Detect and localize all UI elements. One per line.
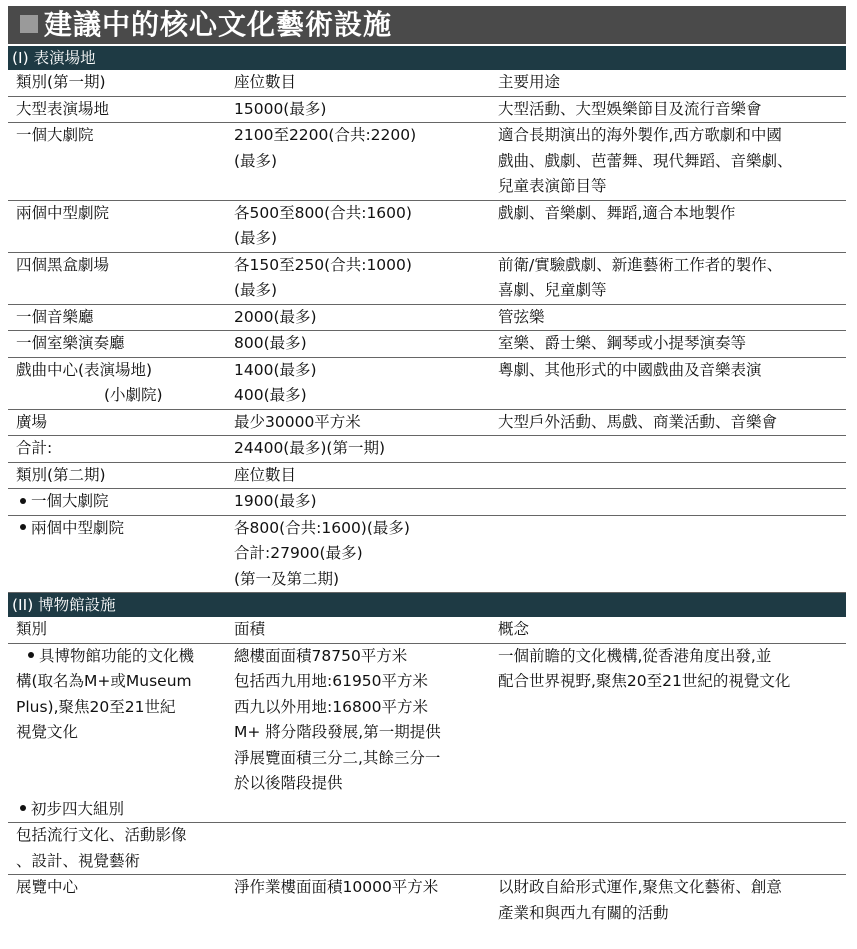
cell-category [8,357,226,409]
facilities-table [8,46,846,926]
cell-usage [490,123,846,201]
cell-category [8,515,226,593]
bullet-icon [20,805,26,811]
cell-line: 西九以外用地:16800平方米 [234,697,429,716]
cell-seats [226,252,490,304]
table-row [8,643,846,797]
cell-usage [490,252,846,304]
cell-category: 四個黑盒劇場 [8,252,226,304]
cell-seats [226,357,490,409]
cell-text: 具博物館功能的文化機 [39,646,195,665]
cell-line: 淨展覽面積三分二,其餘三分一 [234,748,441,767]
cell-line: (最多) [234,281,278,299]
cell-empty [490,489,846,516]
header-usage: 主要用途 [490,70,846,96]
title-square-icon [20,15,38,33]
cell-text: 初步四大組別 [31,799,125,818]
table-row [8,304,846,331]
cell-line: 各800(合共:1600)(最多) [234,518,410,537]
cell-usage: 室樂、爵士樂、鋼琴或小提琴演奏等 [490,331,846,358]
cell-line: 產業和與西九有關的活動 [498,903,669,922]
table-row [8,823,846,875]
cell-empty [226,823,490,875]
title-bar [8,6,846,44]
cell-line: 前衛/實驗戲劇、新進藝術工作者的製作、 [498,255,783,274]
cell-line: 適合長期演出的海外製作,西方歌劇和中國 [498,126,782,144]
cell-category [8,823,226,875]
section-header-museum: (II) 博物館設施 [8,593,846,618]
cell-usage: 管弦樂 [490,304,846,331]
header-concept: 概念 [490,617,846,643]
cell-area [226,643,490,797]
table-row [8,200,846,252]
cell-seats [226,123,490,201]
cell-empty [490,515,846,593]
bullet-icon [20,498,26,504]
cell-line: 戲曲中心(表演場地) [16,360,153,379]
bullet-icon [20,524,26,530]
cell-category: 兩個中型劇院 [8,200,226,252]
cell-category: 展覽中心 [16,878,79,896]
page-title: 建議中的核心文化藝術設施 [44,8,393,41]
cell-text: 兩個中型劇院 [31,518,125,537]
cell-usage: 大型活動、大型娛樂節目及流行音樂會 [490,96,846,123]
cell-line: 合計:27900(最多) [234,544,363,562]
cell-line: 戲曲、戲劇、芭蕾舞、現代舞蹈、音樂劇、 [498,151,793,170]
cell-line: 一個大劇院 [16,126,94,144]
cell-category: 廣場 [8,409,226,436]
table-row [8,875,846,927]
cell-line: (小劇院) [104,386,163,404]
cell-empty [490,797,846,823]
cell-seats: 2000(最多) [226,304,490,331]
cell-category: 一個室樂演奏廳 [8,331,226,358]
table-row [8,252,846,304]
total-label: 合計: [8,436,226,463]
cell-line: (最多) [234,229,278,247]
table-header-row [8,617,846,643]
cell-line: 總樓面面積78750平方米 [234,646,408,665]
cell-usage: 戲劇、音樂劇、舞蹈,適合本地製作 [490,200,846,252]
table-row [8,96,846,123]
table-row [8,409,846,436]
cell-text: 一個大劇院 [31,492,109,510]
cell-line: 視覺文化 [16,723,79,741]
total-value: 24400(最多)(第一期) [226,436,490,463]
cell-seats: 800(最多) [226,331,490,358]
cell-seats [226,515,490,593]
cell-seats [226,200,490,252]
header-seats-phase2: 座位數目 [226,462,490,489]
cell-empty [490,823,846,875]
cell-seats: 1900(最多) [226,489,490,516]
cell-line: 以財政自給形式運作,聚焦文化藝術、創意 [498,878,782,896]
cell-empty [490,462,846,489]
table-row [8,797,846,823]
table-row [8,489,846,516]
cell-line: 構(取名為M+或Museum [16,672,192,690]
cell-seats: 15000(最多) [226,96,490,123]
bullet-icon [28,652,34,658]
table-row [8,123,846,201]
table-row [8,331,846,358]
table-row [8,515,846,593]
cell-line: 1400(最多) [234,360,317,379]
cell-empty [226,797,490,823]
cell-line: 配合世界視野,聚焦20至21世紀的視覺文化 [498,672,791,690]
cell-category [8,643,226,797]
header-seats: 座位數目 [226,70,490,96]
cell-usage: 大型戶外活動、馬戲、商業活動、音樂會 [490,409,846,436]
cell-line: 、設計、視覺藝術 [16,851,141,870]
cell-category: 大型表演場地 [8,96,226,123]
section-header-performance: (I) 表演場地 [8,46,846,70]
phase2-header-row [8,462,846,489]
cell-category [8,123,226,201]
cell-line: 包括流行文化、活動影像 [16,826,187,844]
cell-line: (最多) [234,151,278,170]
header-category-phase2: 類別(第二期) [8,462,226,489]
cell-line: 包括西九用地:61950平方米 [234,672,429,690]
cell-line: 於以後階段提供 [234,774,343,792]
cell-area: 淨作業樓面面積10000平方米 [234,878,439,896]
cell-usage: 粵劇、其他形式的中國戲曲及音樂表演 [490,357,846,409]
cell-seats: 最少30000平方米 [226,409,490,436]
cell-line: 2100至2200(合共:2200) [234,126,417,144]
header-category: 類別 [8,617,226,643]
total-row [8,436,846,463]
cell-category [8,797,226,823]
cell-line: 各500至800(合共:1600) [234,203,412,222]
cell-category: 一個音樂廳 [8,304,226,331]
cell-line: (第一及第二期) [234,569,340,588]
cell-line: 喜劇、兒童劇等 [498,281,607,299]
header-area: 面積 [226,617,490,643]
cell-line [16,644,226,670]
cell-empty [490,436,846,463]
cell-line: M+ 將分階段發展,第一期提供 [234,723,441,741]
cell-line: 一個前瞻的文化機構,從香港角度出發,並 [498,646,772,665]
cell-concept [490,643,846,797]
header-category: 類別(第一期) [8,70,226,96]
cell-line: 各150至250(合共:1000) [234,255,412,274]
cell-line: Plus),聚焦20至21世紀 [16,697,176,716]
cell-line: 400(最多) [234,386,307,404]
cell-category [8,489,226,516]
cell-line: 兒童表演節目等 [498,177,607,195]
cell-concept [490,875,846,927]
table-row [8,357,846,409]
table-header-row [8,70,846,96]
